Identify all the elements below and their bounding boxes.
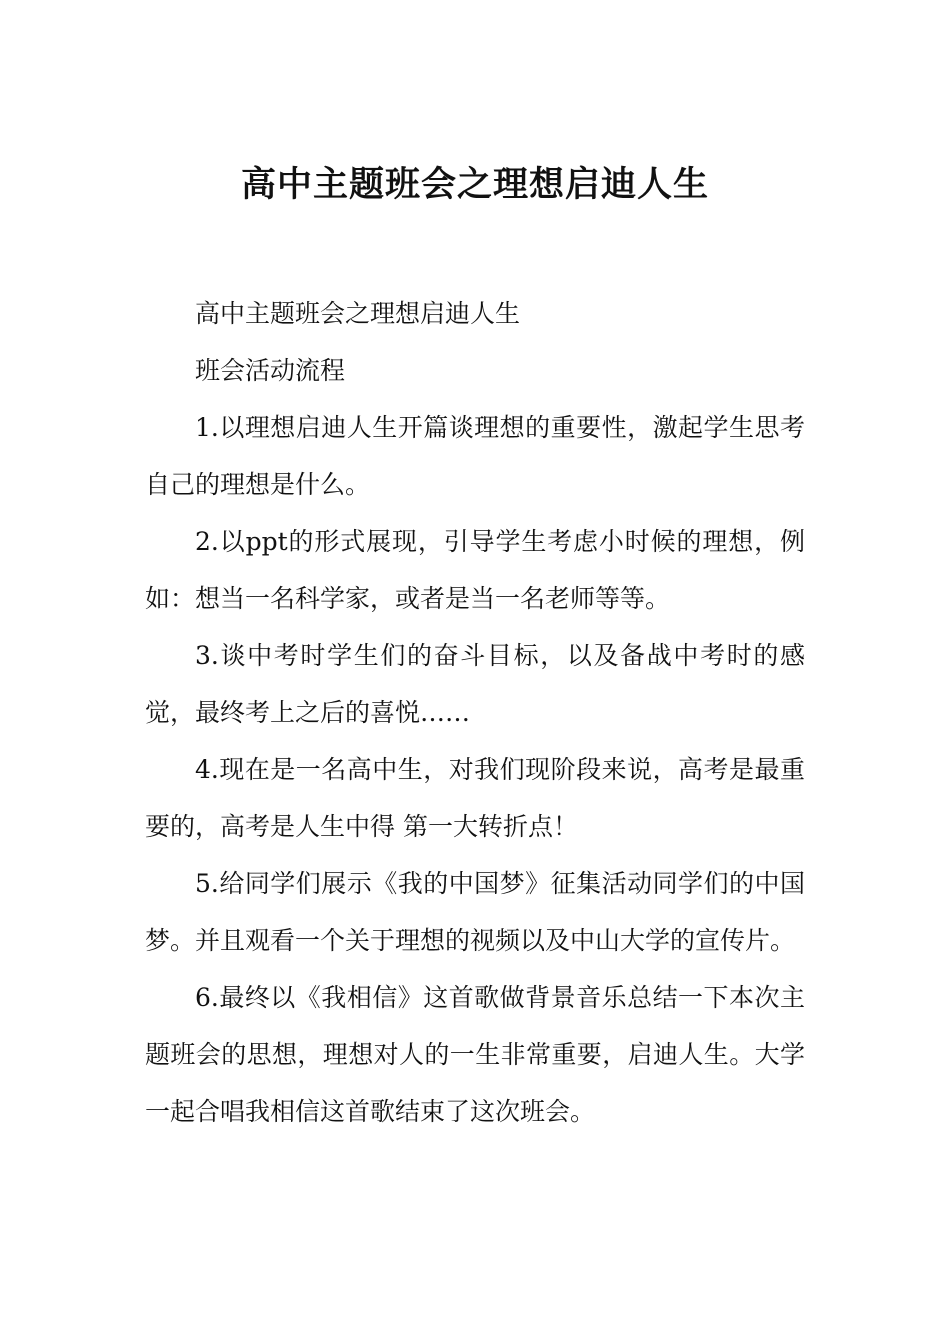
document-body bbox=[145, 285, 805, 1140]
paragraph-step-2: 2.以ppt的形式展现，引导学生考虑小时候的理想，例如：想当一名科学家，或者是当一名老师等等。 bbox=[145, 527, 805, 613]
paragraph-step-5: 5.给同学们展示《我的中国梦》征集活动同学们的中国梦。并且观看一个关于理想的视频以及中山大学的宣传片。 bbox=[145, 869, 805, 955]
paragraph-step-3: 3.谈中考时学生们的奋斗目标，以及备战中考时的感觉，最终考上之后的喜悦…… bbox=[145, 641, 805, 727]
paragraph-step-1: 1.以理想启迪人生开篇谈理想的重要性，激起学生思考自己的理想是什么。 bbox=[145, 413, 805, 499]
paragraph-section-heading: 班会活动流程 bbox=[195, 356, 346, 385]
paragraph-step-4: 4.现在是一名高中生，对我们现阶段来说，高考是最重要的，高考是人生中得 第一大转折点！ bbox=[145, 755, 805, 841]
paragraph-step-6: 6.最终以《我相信》这首歌做背景音乐总结一下本次主题班会的思想，理想对人的一生非常重要，启迪人生。大学一起合唱我相信这首歌结束了这次班会。 bbox=[145, 983, 805, 1126]
paragraph-subtitle: 高中主题班会之理想启迪人生 bbox=[195, 299, 521, 328]
document-title: 高中主题班会之理想启迪人生 bbox=[240, 164, 709, 205]
